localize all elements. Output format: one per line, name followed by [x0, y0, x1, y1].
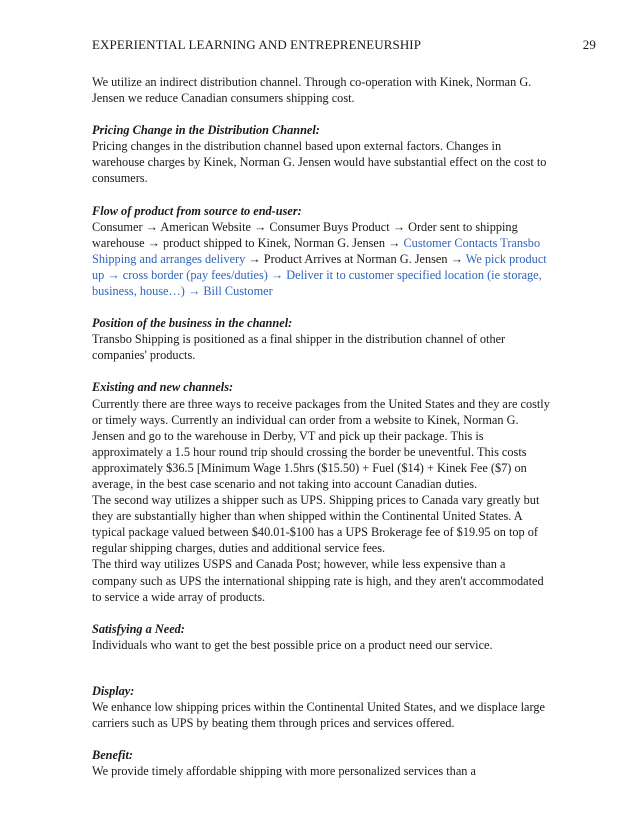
channels-paragraph-1: Currently there are three ways to receive packages from the United States and they are costly or timely ways. Currently an individual can order from a website to Kinek, Norman G. Jensen and go to the warehouse in Derby, VT and pick up their package. This is approximately a 1.5 hour round trip should crossing the border be uneventful. This costs approximately $36.5 [Minimum Wage 1.5hrs ($15.50) + Fuel ($14) + Kinek Fee ($7) on average, in the best case scenario and not taking into account Canadian duties. [92, 396, 550, 491]
display-heading: Display: [92, 683, 135, 698]
running-header [92, 37, 596, 53]
need-heading: Satisfying a Need: [92, 621, 185, 636]
display-paragraph: We enhance low shipping prices within the Continental United States, and we displace large carriers such as UPS by beating them through prices and services offered. [92, 700, 545, 731]
benefit-paragraph: We provide timely affordable shipping with more personalized services than a [92, 764, 476, 779]
channels-paragraph-2: The second way utilizes a shipper such as UPS. Shipping prices to Canada vary greatly but they are substantially higher than when shipped within the Continental United States. A typical package valued between $40.01-$100 has a UPS Brokerage fee of $19.95 on top of regular shipping charges, duties and additional service fees. [92, 493, 540, 556]
position-paragraph: Transbo Shipping is positioned as a final shipper in the distribution channel of other companies' products. [92, 332, 506, 363]
position-heading: Position of the business in the channel: [92, 316, 293, 331]
pricing-paragraph: Pricing changes in the distribution channel based upon external factors. Changes in warehouse charges by Kinek, Norman G. Jensen would have substantial effect on the cost to consumers. [92, 139, 547, 186]
document-body [92, 74, 552, 779]
flow-paragraph [92, 219, 552, 299]
flow-text-2-highlighted: Customer Contacts Transbo Shipping and arranges delivery [92, 235, 541, 266]
running-title: EXPERIENTIAL LEARNING AND ENTREPRENEURSHIP [92, 37, 422, 52]
flow-text-3: → Product Arrives at Norman G. Jensen → [245, 251, 466, 266]
flow-text-1: Consumer → American Website → Consumer Buys Product → Order sent to shipping warehouse → product shipped to Kinek, Norman G. Jensen → [92, 219, 518, 250]
benefit-heading: Benefit: [92, 748, 133, 763]
need-paragraph: Individuals who want to get the best possible price on a product need our service. [92, 637, 493, 652]
flow-text-4-highlighted: We pick product up → cross border (pay fees/duties) → Deliver it to customer specified location (ie storage, business, house…) → Bill Customer [92, 251, 547, 299]
intro-paragraph: We utilize an indirect distribution channel. Through co-operation with Kinek, Norman G. Jensen we reduce Canadian consumers shipping cost. [92, 75, 532, 106]
flow-heading: Flow of product from source to end-user: [92, 203, 302, 218]
channels-heading: Existing and new channels: [92, 380, 234, 395]
page-number: 29 [582, 37, 596, 52]
channels-paragraph-3: The third way utilizes USPS and Canada Post; however, while less expensive than a company such as UPS the international shipping rate is high, and they aren't accommodated to service a wide array of products. [92, 557, 544, 604]
pricing-heading: Pricing Change in the Distribution Channel: [92, 123, 320, 138]
